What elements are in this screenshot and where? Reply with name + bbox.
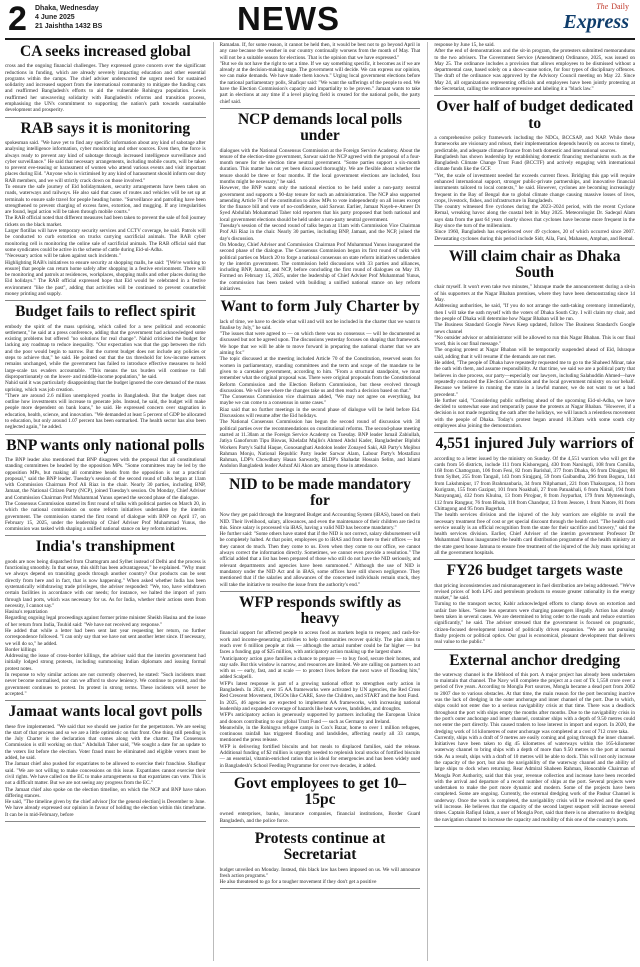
article-paragraph: He also threatened to go for a tougher movement if they don't get a positive xyxy=(219,879,377,886)
article-paragraph: budget unveiled on Monday. Instead, this black law has been imposed on us. We will announce fresh action programs." xyxy=(219,866,421,879)
article-paragraph: The Consensus Commission started its first round of talks with political parties on March 20, in which the national commission on some reform initiatives undertaken by the interim government. The commission started the first round of dialogue with BNP on April 17, on February 15, 2025, under the leadership of Chief Adviser Prof Muhammad Yunus, the commission was tasked with shaping a unified national stance on key reform initiatives. xyxy=(5,500,206,533)
dateline-city-day: Dhaka, Wednesday xyxy=(35,5,99,12)
masthead xyxy=(5,0,635,40)
article-paragraph: The topic discussed at the meeting included Article 70 of the Constitution, reserved seats for women in parliamentary, standing committees and the term and scope of the mandate to be given to a caretaker government, according to him. "From a structural standpoint, we must remember what the original proposal was. There were original proposals from the Constitutional Reform Commission and the Election Reform Commission, but these evolved through discussions. We will see where the changes take us and then reach a decision based on that." xyxy=(219,356,421,394)
article xyxy=(434,249,635,429)
article-paragraph: Now they get paid through the Integrated Budget and Accounting System (iBAS), based on their NID. Their livelihood, salary, allowances, and even the maintenance of their children are tied to this. Since salary is processed via iBAS, having a valid NID has become mandatory." xyxy=(219,512,421,531)
article-paragraph: that pricing inconsistencies and mismanagement in fuel distribution are being addressed. "We've revised prices of both LPG and petroleum products to ensure greater rationality in the energy market," he said. xyxy=(434,582,636,602)
article-body xyxy=(220,319,421,470)
article-paragraph: cross and the ongoing financial challenges. They expressed grave concern over the significant reductions in funding, which are already severely impacting education and other essential programs within the camps. The chief adviser underscored the urgent need for sustained solidarity and increased support from the international community to mitigate the funding cuts and reaffirmed Bangladesh's efforts to aid the vulnerable Rohingya population. Lewis reaffirmed her unwavering solidarity with Bangladesh's reforms and transition process, emphasising the UN's commitment to supporting the nation's path towards sustainable development and prosperity. xyxy=(5,63,206,114)
article-headline: Want to form July Charter by xyxy=(220,298,420,316)
article-divider xyxy=(5,434,206,435)
article xyxy=(220,112,421,292)
article-divider xyxy=(5,300,206,301)
article-paragraph: embody the spirit of the mass uprising, which called for a new political and economic settlement," he said at a press conference, adding that the government had acknowledged some existing problems but offered "no solutions for real change". Nahid criticised the budget for lacking any roadmap to reduce inequality. "Our expectation was that the gap between the rich and the poor would begin to narrow. But the current budget does not include any policies or steps to achieve that," he said. He pointed out that the tax threshold for low-income earners remains unchanged, while the government has failed to introduce effective measures to hold large-scale tax evaders accountable. "This means the tax burden will continue to fall disproportionately on the lower- and middle-income population," he said. xyxy=(5,323,206,380)
article-headline: External anchor dredging xyxy=(449,651,621,669)
article-paragraph: financial support for affected people to access food as markets begin to reopen; and cash-for-work and income-generating activities to help communities recover quickly. The plan aims to reach over 6 million people at risk — although the actual number could be far higher — but faces a funding gap of $25 million, with anticipatory action making up the largest share. xyxy=(219,630,421,656)
article-body xyxy=(5,457,206,533)
column-2 xyxy=(213,42,421,961)
article-paragraph: spokesman said. "We have yet to find any specific information about any kind of sabotage after analysing intelligence information, cyber monitoring and other sources. Even then, the force is always ready to prevent any kind of sabotage through increased intelligence surveillance and cyber surveillance." He said that necessary arrangements, including mobile courts, will be taken to prevent eve-teasing or harassment of women who attend various events and visit important places during Eid. "Anyone who is victimised by any kind of harassment should inform our duty RAB members, and we will strictly crack down on those involved." xyxy=(5,139,206,184)
article-paragraph: response by June 15, he said. xyxy=(434,42,495,48)
article-divider xyxy=(434,826,635,827)
article xyxy=(5,704,206,818)
article-paragraph: Nahid said it was particularly disappointing that the budget ignored the core demand of the mass uprising, which was job creation. xyxy=(5,380,206,393)
article-headline: FY26 budget targets waste xyxy=(446,562,623,580)
brand-the: The xyxy=(596,2,609,11)
article-paragraph: a comprehensive policy framework including the NDCs, BCCSAP, and NAP. While these frameworks are visionary and robust, their implementation depends heavily on access to timely, predictable, and adequate climate finance from both domestic and international sources. xyxy=(434,134,636,154)
dateline-date: 4 June 2025 xyxy=(35,14,75,21)
article-divider xyxy=(220,888,421,889)
article-paragraph: WFP is delivering fortified biscuits and hot meals to displaced families, said the release. Additional funding of $2 million is urgently needed to replenish local stocks of fortified biscuits — an essential, vitamin-enriched ration that is ideal for emergencies and has been widely used in Bangladesh's School Feeding Programme for over two decades, it added. xyxy=(219,743,421,769)
article-divider xyxy=(5,535,206,536)
article-headline: Protests continue at Secretariat xyxy=(254,830,386,864)
article-paragraph: To ensure the safe journey of Eid holidaymakers, security arrangements have been taken on roads, waterways and railways. He also said that cases of routes and vehicles will be set up at terminals to ensure safe travel for people heading home. "Surveillance and patrolling have been strengthened to prevent charging of excess fares, extortion, and mugging. If any irregularities are found, legal action will be taken through mobile courts." xyxy=(5,183,206,216)
article-paragraph: "The Consensus Commission vice chairman added, "We may not agree on everything, but maybe we can come to a consensus in some cases." xyxy=(219,394,421,407)
article-paragraph: The Jamaat chief also spoke on the election timeline, on which the NCP and BNP have taken differing stances. xyxy=(5,786,206,799)
article-paragraph: Currently, ships with a draft of 9 metres are easily coming and going through the inner channel. Initiatives have been taken to dig 45 kilometres of waterways within the 165-kilometer waterway channel to bring ships with a depth of more than 9.50 metres to the port at normal tide. As a result, ships with a draft of 10 metres will be able to dock. This will not only increase the capacity of the port, but also the navigability of the waterway channel and the ability of large ships to dock when returning. Rear Admiral Shaheen Rahman, Honorable Chairman of Mongla Port Authority, said that this year, revenue collection and increase have been recorded with the arrival and departure of a record number of ships at the port. Several projects were undertaken to make the port more dynamic and modern. Some of the projects have been completed. Some are ongoing. Currently, the external dredging work of the Pashur Channel is underway. Once the work is completed, the navigability crisis will be resolved and the speed will increase. He believes that the capacity of the second largest seaport will increase several times. Captain Rafiqul Islam, a user of Mongla Port, said that there is no alternative to dredging the navigation channel to increase the capacity and mobility of this one of the country's ports. xyxy=(434,734,636,823)
article-paragraph: Bangladesh has shown leadership by establishing domestic financing mechanisms such as the Bangladesh Climate Change Trust Fund (BCCTF) and actively engaging with international climate funds like the GCF. xyxy=(434,153,636,173)
article-body xyxy=(5,559,206,698)
article-divider xyxy=(220,295,421,296)
article xyxy=(5,539,206,697)
article-paragraph: Addressing authorities, he said, "If you do not arrange the oath-taking ceremony immediately, then I will take the oath myself with the voters of Dhaka South City. I will claim my chair, and the people of Dhaka will determine how Nagar Bhaban will be run. xyxy=(434,303,636,322)
article-paragraph: He added that while a letter had been sent last year requesting her return, no further correspondence followed. "I can only say that we have not sent another letter since. If necessary, we will do so," he added. xyxy=(5,628,206,647)
article-divider xyxy=(434,559,635,560)
article-divider xyxy=(220,108,421,109)
article-divider xyxy=(434,95,635,96)
article-paragraph: lack of time, we have to decide what will and will not be included in the charter that we want to finalise by July," he said. xyxy=(219,318,421,331)
article xyxy=(220,477,421,588)
article-paragraph: "Anticipatory action gave families a chance to prepare — to buy food, secure their homes, and stay safe. But this window is narrow, and resources are limited. We are calling on partners to act with us — early, fast, and at scale — to protect lives before the next wave of flooding hits," added Scalpelli. xyxy=(219,655,421,681)
article-paragraph: dialogues with the National Consensus Commission at the Foreign Service Academy. About the tenure of the election-time government, Sarwar said the NCP agreed with the proposal of a four-month tenure for the election time neutral government. "Some parties support a six-month duration. This matter has not yet been discussed thoroughly. We are flexible about whether the tenure should be three or four months. If the local government elections are included, four months might be necessary," he said. xyxy=(219,147,421,185)
article-paragraph: Ramadan. If, for some reason, it cannot be held then, it would be best not to go beyond April in any case because the weather in our country continually worsens from the month of May. That will not be a suitable season for elections. That is the opinion that we have expressed." xyxy=(219,42,421,61)
article-headline: BNP wants only national polls xyxy=(6,436,205,454)
article-paragraph: WFP's latest response is part of a growing national effort to strengthen early action in Bangladesh. In 2024, over 15 AA frameworks were activated by UN agencies, the Red Cross Red Crescent Movement, INGOs like CARE, Save the Children, and START and the host Fund. xyxy=(219,680,421,700)
article-body xyxy=(434,135,635,242)
article-paragraph: In response to why similar actions are not currently observed, he stated: "Such incidents must never become normalised, nor can we afford to show leniency. We continue to protest, and the government continues to protest. Its protest in strong terms. These incidents will never be accepted." xyxy=(5,672,206,697)
article-body xyxy=(220,867,421,886)
article-headline: NCP demands local polls under xyxy=(237,110,403,145)
article xyxy=(5,44,206,114)
article-headline: India's transhipment xyxy=(35,538,175,556)
article-paragraph: The ongoing protest at Nagar Bhaban will be temporarily suspended ahead of Eid, Ishraque said, adding that it will resume if the demands are not met. xyxy=(434,347,636,360)
article-paragraph: Tuesday's session of the second round of talks began at 11am with Commission Vice Chairman Prof Ali Riaz in the chair. Nearly 30 parties, including BNP, Jamaat, and the NCP, joined the day's discussion. xyxy=(219,223,421,242)
article-divider xyxy=(5,117,206,118)
article-divider xyxy=(434,245,635,246)
article xyxy=(220,595,421,769)
article-divider xyxy=(5,821,206,822)
brand-name: Express xyxy=(563,11,629,33)
article-headline: NID to be made mandatory for xyxy=(229,475,411,509)
article-divider xyxy=(220,591,421,592)
article-paragraph: Border killings xyxy=(5,646,37,653)
article-paragraph: The RAB official noted that different measures had been taken to prevent the sale of foil journey tickets on the black market. xyxy=(5,215,206,228)
article-paragraph: owned enterprises, banks, insurance companies, financial institutions, Border Guard Bangladesh, and the police force. xyxy=(219,811,421,824)
article-body xyxy=(434,583,635,646)
article-headline: Over half of budget dedicated to xyxy=(436,98,634,132)
article-body xyxy=(220,42,421,105)
article-paragraph: these five implemented. "We said that we should see justice for the perpetrators. We are seeing the start of that process and so we are a little optimistic on that front. One thing still pending is the July Charter is the declaration that comes along with the charter. The Consensus Commission is still working on that." Abdullah Taher said, "We sought a date for an update to the voters list before the election. Voter fraud must be eliminated and eligible voters must be added, he said. xyxy=(5,723,206,762)
article-paragraph: Regarding ongoing legal proceedings against former prime minister Sheikh Hasina and the issue of her return from India, Touhid said: "We have not received any response." xyxy=(5,615,206,628)
article-paragraph: the waterway channel is the lifeblood of this port. A major project has already been undertaken to maintain that channel. The Navy will complete the project at a cost of Tk 1,558 crore over a period of five years. According to Mongla Port sources, Mongla became a dead port from 2002 to 2007 due to various obstacles. At that time, the main reason for the port becoming inactive was the lack of dredging in the outer anchorage and inner channel of the port. Due to which, ships could not enter due to a serious navigability crisis at that time. There was a deadlock throughout the port with ships empty the months after months. Due to the navigability crisis in the port's outer anchorage and inner channel, container ships with a depth of 9.50 metres could not enter the port directly. This caused traders to lose interest in import and export. In 2020, the dredging work of 14 kilometres of outer anchorage was completed at a cost of 712 crore taka. xyxy=(434,671,636,735)
article-paragraph: The Business Standard Google News Keep updated, follow The Business Standard's Google news channel xyxy=(434,322,636,335)
article-paragraph: goods are now being dispatched from Chattogram and Sylhet instead of Delhi and the process is functioning smoothly. In that sense, this shift has been advantageous," he explained. "Why must we always depend on transiting goods through another country? Our products can be sent directly from here and in fact, that is now happening." When asked whether India has been systematically withdrawing trade privileges, the adviser responded: "We, too, have withdrawn certain facilities in accordance with our needs; for instance, we halted the import of yarn through land ports, which was necessary for us. As for India, whether their actions stem from necessity, I cannot say." xyxy=(5,558,206,609)
article-body xyxy=(220,630,421,769)
article xyxy=(434,99,635,242)
article-paragraph: "But we do not have the right to set a time. If we say something specific, it becomes as if we are already at the decision-making stage. The government will decide. We can express our opinion, we can make demands. We have made them known." Urging local government elections before the national parliamentary polls, Shafiqur said: "We want the sufferings of the people to end. We have the Election Commission's capacity and impartiality to be proven." Jamaat wants to take part in elections at any time if a level playing field is created for the national polls, the party chief said. xyxy=(219,60,421,105)
article-columns xyxy=(5,42,635,961)
article-paragraph: "The issues that were agreed to — on which there was no consensus — will be documented as discussed but not be agreed upon. The discussions yesterday focuses on shaping that framework. We hope that we will be able to move forward in preparing the national charter that we are aiming for." xyxy=(219,331,421,357)
column-1 xyxy=(5,42,206,961)
article-paragraph: The Jamaat chief also pushed for expatriates to be allowed to exercise their franchise. Shafiqur said. "We are not willing to make concessions on this issue. Expatriates cannot exercise their civil rights. We have called on the EC to make arrangements so that expatriates can vote. This is not a difficult matter. But we are not seeing any progress from the EC." xyxy=(5,761,206,787)
article-headline: 4,551 injured July warriors of xyxy=(435,435,634,453)
article xyxy=(434,436,635,556)
article-body xyxy=(434,42,635,92)
article-body xyxy=(5,724,206,818)
article-paragraph: However, the BNP wants only the national election to be held under a non-party neutral government and supports a 90-day tenure for such an administration. The NCP also supported amending Article 70 of the constitution to allow MPs to vote independently on all issues except for the finance bill and vote of no-confidence, said Sarwar. Earlier, Jamaat Nayeb-e-Ameer Dr Syed Abdullah Mohammad Taher told reporters that his party proposed that both national and local government elections should be held under a non-party neutral government. xyxy=(219,185,421,223)
dateline xyxy=(35,4,102,31)
article-paragraph: In 2025, 46 agencies are expected to implement AA frameworks, with increasing national leadership and expanded coverage of hazards like heat waves, landslides, and droughts. xyxy=(219,699,421,712)
article-body xyxy=(220,512,421,588)
article-paragraph: The health services division and the injured of the July warriors are eligible to avail the necessary treatment free of cost or get special discount through the health card. "The health card service usually is an official recognition from the state for their sacrifice and bravery," said the health services division. Earlier, Chief Adviser of the interim government Professor Dr Muhammad Yunus inaugurated the health card distribution programme of the health ministry at the state guest house Jamuna to ensure free treatment of the injured of the July mass uprising at all the government hospitals. xyxy=(434,512,636,557)
article-paragraph: Addressing the issue of cross-border killings, the adviser said that the interim government had initially lodged strong protests, including summoning Indian diplomats and issuing formal protest notes. xyxy=(5,653,206,672)
article-paragraph: The National Consensus Commission has begun the second round of discussion with 30 political parties over the recommendations on constitutional reforms. The second-phase meeting started at 11.30am at the Foreign Service Academy on Tuesday. BNP leader Ismail Zabiullah, Jatiya Ganoforum Tipu Biswas, Khelafat Majlis's Ahmed Abdul Kader, Bangladesher Biplobi Workers Party's Saiful Haque, Gonosanghati Andolon leader Zonayed Saki, AB Party's Mojibur Rahman Monju, National Republic Party leader Sarwar Alam, Labour Party's Mostafizur Rahman, LDP's Chowdhury Hasan Sarwardy, BLDP's Shahadat Hossain Selim, and Islami Andolon Bangladesh leader Ashraf Ali Akon are among those in attendance. xyxy=(219,419,421,470)
article-body xyxy=(5,324,206,431)
article-paragraph: according to a letter issued by the ministry on Sunday. Of the 4,551 warriors who will get the cards from 56 districts, include 111 from Kishoreganj, 430 from Narsingdi, 108 from Comilla, 168 from Chattogram, 106 from Feni, 82 from Barishal, 377 from Dhaka, 66 from Dinajpur, 88 from Sylhet, 255 from Tangail, 143 from Sirajganj, 59 from Gaibandha, 296 from Bogura, 144 from Lakshmipur, 17 from Brahmanbaria, 34 from Nilphamari, 221 from Thakurgaon, 13 from Kurigram, 155 from Gazipur, 101 from Noakhali, 27 from Patuakhali, 6 from Narail, 194 from Narayanganj, 432 from Khulna, 13 from Pirojpur, 8 from Joypurhat, 179 from Mymensingh, 112 from Rangpur, 76 from Bhola, 118 from Chandpur, 13 from Jessore, 1 from Natore, 81 from Chittagong and 95 from Bagerhat. xyxy=(434,455,636,512)
article-paragraph: Larger flotillas will have temporary security services and CCTV coverage, he said. Patrols will be conducted to curb extortion on trucks carrying sacrificial animals. The RAB cyber monitoring cell is monitoring the online sale of sacrificial animals. The RAB official said that some syndicates could be active in the scheme of cattle during Eid-ul-Adha. xyxy=(5,228,206,253)
article-paragraph: chair myself. It won't even take two minutes," Ishraque made the announcement during a sit-in of his supporters at the Nagar Bhaban premises, where they have been demonstrating since 14 May. xyxy=(434,284,636,304)
article-divider xyxy=(220,827,421,828)
article-body xyxy=(5,63,206,113)
page-number: 2 xyxy=(8,0,27,38)
article-headline: WFP responds swiftly as heavy xyxy=(238,593,402,628)
article xyxy=(434,42,635,92)
article-paragraph: "There are around 2.6 million unemployed youths in Bangladesh. But the budget does not outline how investments will increase to generate jobs. Instead, he said, the budget will make people more dependent on bank loans," he said. He expressed concern over stagnation in education, health, science, and innovation. "We demanded at least 5 percent of GDP be allocated to education, but only around 1.07 percent has been earmarked. The health sector has also been neglected again," he added. xyxy=(5,392,206,431)
article xyxy=(220,42,421,105)
article-paragraph: Turning to the transport sector, Kabir acknowledged efforts to clamp down on extortion and unfair fare hikes. "Some bus operators were charging passengers illegally. Action has already been taken in several cases. We are determined to bring order to the roads and reduce extortion significantly," he said. The adviser stressed that the government is focused on pragmatic, citizen-focused development instead of politically driven expansion. "We are not pursuing flashy projects or political optics. Our goal is economical, pleasant development that delivers real value to the public." xyxy=(434,601,636,646)
article-paragraph: He further said, "Considering public suffering ahead of the upcoming Eid-ul-Adha, we have decided to somewhat ease and temporarily pause the protests at Nagar Bhaban. "However, if a decision is not made regarding the oath after the holidays, we will launch a relentless movement with the people of Dhaka. Today's protest began around 10.30am with some south city employees also joining the demonstration. xyxy=(434,397,636,430)
article-paragraph: "Necessary action will be taken against such incidents." xyxy=(5,253,121,260)
article-paragraph: WFP's anticipatory action is generously supported by partners including the European Union and donors contributing to our global Trust Fund — such as Germany and Ireland. xyxy=(219,712,421,725)
article-divider xyxy=(220,473,421,474)
article-body xyxy=(220,148,421,293)
article-paragraph: After the end of demonstrations and the sit-in program, the protesters submitted memorandums to the two advisers. The Government Service (Amendment) Ordinance, 2025, was issued on May 25. The ordinance includes a provision that allows employees to be dismissed without a departmental case, based solely on a show-cause notice, for four types of disciplinary offences. The draft of the ordinance was approved by the Advisory Council meeting on May 22. Since May 24, all organizations representing officials and employees have been jointly protesting at the Secretariat, calling the ordinance repressive and labeling it a "black law." xyxy=(434,48,636,93)
article xyxy=(220,299,421,469)
article-headline: Budget fails to reflect spirit xyxy=(15,303,196,321)
article-paragraph: "Yet, the scale of investment needed far exceeds current flows. Bridging this gap will require enhanced international support, stronger public-private partnerships, and innovative financial instruments tailored to local contexts," he said. However, cyclones are becoming increasingly frequent in the Bay of Bengal due to global climate change causing massive losses of lives, crops, livestock, fishes, and infrastructure in Bangladesh. xyxy=(434,172,636,204)
article xyxy=(434,563,635,645)
article-body xyxy=(434,284,635,429)
article-headline: RAB says it is monitoring xyxy=(20,119,191,137)
article xyxy=(5,121,206,298)
article xyxy=(220,776,421,824)
article-paragraph: He added, "The people of Dhaka have repeatedly requested me to go to the Shaheed Minar, take the oath with them, and assume responsibility. At that time, we said we are a political party that believes in due process, our party—especially our lawyers, including Salahuddin Ahmed—have repeatedly contacted the Election Commission and the local government ministry on our behalf. Because we believe in running the state in a lawful manner, we do not want to set a bad precedent." xyxy=(434,360,636,398)
article-paragraph: He further said: "Some others have stated that if the NID is not correct, salary disbursement will be completely halted. At that point, employees go to iBAS and from there to their offices — but they cannot do much. Then they come to us. Even when they come to our office, we cannot always correct the information directly. Sometimes, we cannot even provide a resolution." The official added that a list has been prepared of those who still do not have the NID seriously, and relevant departments and agencies have been summoned." Although the use of NID is mandatory under the NID Act and in iBAS, some offices have still shown negligence. They mentioned that if the salaries and allowances of the concerned individuals remain stuck, they will take the initiative to resolve the issue from the authority's end." xyxy=(219,531,421,588)
article-paragraph: "No outsider advisor or administrator will be allowed to run this Nagar Bhaban. This is our final word, this is our final message." xyxy=(434,334,636,348)
article-paragraph: The BNP leader also mentioned that BNP disagrees with the proposal that all constitutional standing committees be headed by the opposition MPs. "Some committees may be led by the opposition MPs, but making all committee heads from the opposition is not a practical proposal," said the BNP leader. Tuesday's session of the second round of talks began at 11am with Commission Chairman Prof Ali Riaz in the chair. Nearly 30 parties, including BNP, Jamaat, the National Citizen Party (NCP), joined Tuesday's session. On Monday, Chief Adviser and Commission Chairman Prof Muhammad Yunus opened the second phase of the dialogue. xyxy=(5,456,206,501)
article-paragraph: Hasina's repatriation xyxy=(5,609,48,616)
article-divider xyxy=(220,772,421,773)
article-paragraph: Riaz said that no further meetings in the second phase of dialogue will be held before Eid. Discussions will resume after the Eid holidays. xyxy=(219,406,421,420)
section-title: NEWS xyxy=(237,0,340,37)
article xyxy=(434,653,635,823)
article-paragraph: The country witnessed five cyclones during the 2023–2024 period, with the recent Cyclone Remal, wreaking havoc along the coastal belt in May 2025. Meteorologist Dr. Sadequl Alam says data from the past 64 years clearly shows that cyclones have become more frequent in the Bay since the turn of the millennium. xyxy=(434,204,636,230)
column-3 xyxy=(427,42,635,961)
article-headline: Govt employees to get 10–15pc xyxy=(233,774,407,809)
article xyxy=(5,304,206,430)
article-headline: Jamaat wants local govt polls xyxy=(8,703,203,721)
article-divider xyxy=(434,649,635,650)
article-paragraph: Highlighting RAB's initiatives to ensure security at shopping malls, he said: "[We're working to ensure] that people can return home safely after shopping in a festive environment. There will be monitoring and patrols at residences, workplaces, shopping malls and other places during the Eid holidays." The RAB official expressed hope that Eid would be celebrated in a festive environment "like the past", adding that activities will be continued to prevent counterfeit money printing and supply. xyxy=(5,259,206,298)
article-paragraph: On Monday, Chief Adviser and Commission Chairman Prof Muhammad Yunus inaugurated the second phase of the dialogue. The Consensus Commission began its first round of talks with political parties on March 20 to forge a national consensus on state reform initiatives undertaken by the interim government. The commission held discussions with 33 parties and alliances, including BNP, Jamaat, and NCP, before concluding the first round of dialogues on May 19. Formed on February 15, 2025, under the leadership of Chief Adviser Prof Muhammad Yunus, the commission has been tasked with building a unified national stance on key reform initiatives. xyxy=(219,241,421,293)
article-headline: CA seeks increased global xyxy=(20,43,191,60)
article-body xyxy=(220,811,421,824)
article-divider xyxy=(5,700,206,701)
article-paragraph: Since 1960, Bangladesh has experienced over 49 cyclones, 20 of which occurred since 2007. Devastating cyclones during this period include Sidr, Aila, Fani, Mahasen, Amphan, and Remal. xyxy=(434,229,636,242)
article-body xyxy=(434,672,635,823)
article xyxy=(220,831,421,885)
dateline-bangla-date: 21 Jaishtha 1432 BS xyxy=(35,23,103,30)
article xyxy=(5,438,206,533)
article-divider xyxy=(434,432,635,433)
article-body xyxy=(5,140,206,297)
brand-logo xyxy=(563,2,629,33)
article-paragraph: He said, "The timeline given by the chief advisor [for the general election] is December to June. We have already expressed our opinion in favour of holding the election within this timeframe. It can be in mid-February, before xyxy=(5,799,206,818)
brand-daily: Daily xyxy=(611,2,629,11)
article-body xyxy=(434,456,635,557)
article-headline: Will claim chair as Dhaka South xyxy=(448,247,621,282)
article-paragraph: Meanwhile, in the Rohingya refugee camps in Cox's Bazar, home to over 1 million refugees, continuous rainfall has triggered flooding and landslides, affecting nearly all 33 camps, mentioned the press release. xyxy=(219,724,421,744)
